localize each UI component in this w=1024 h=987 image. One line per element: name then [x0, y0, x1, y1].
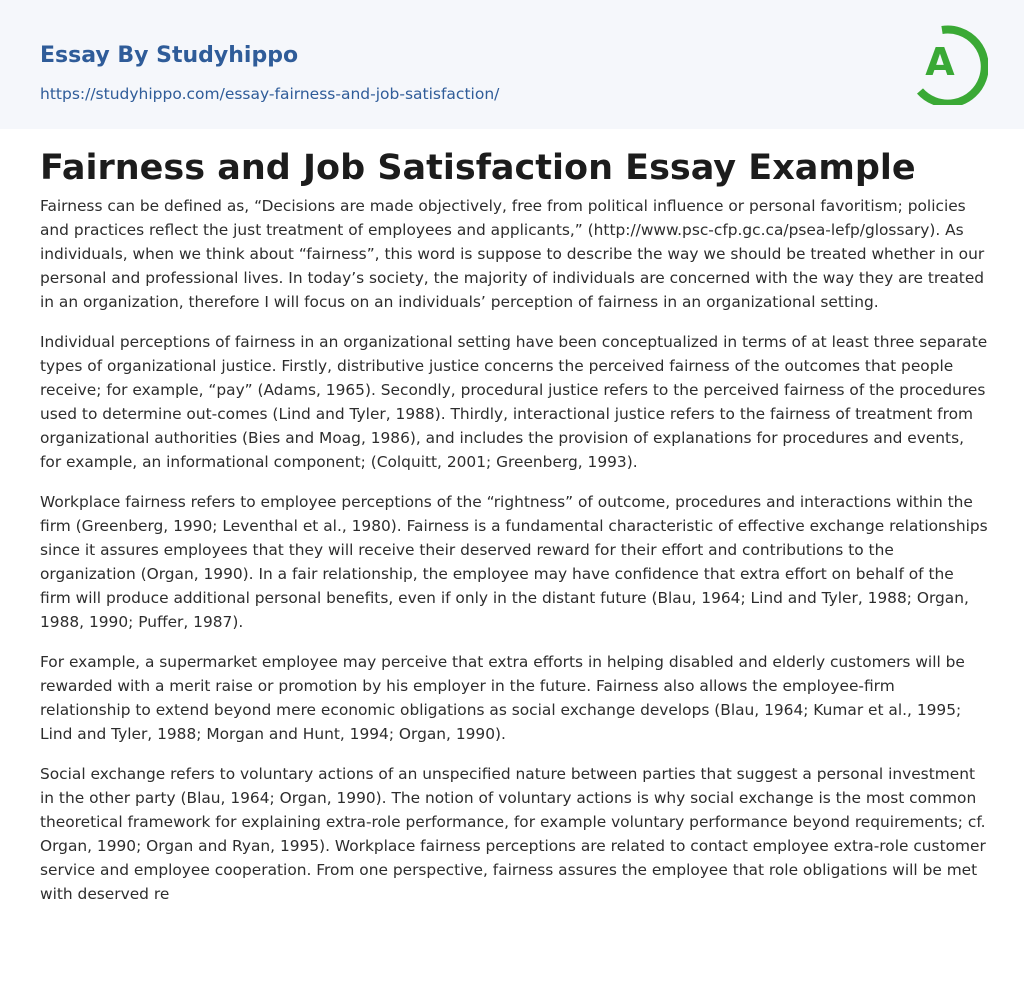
studyhippo-a-logo-icon[interactable]	[912, 19, 988, 105]
essay-paragraph: Workplace fairness refers to employee perceptions of the “rightness” of outcome, procedures and interactions within the firm (Greenberg, 1990; Leventhal et al., 1980). Fairness is a fundamental characteristic of effective exchange relationships since it assures employees that they will receive their deserved reward for their effort and contributions to the organization (Organ, 1990). In a fair relationship, the employee may have confidence that extra effort on behalf of the firm will produce additional personal benefits, even if only in the distant future (Blau, 1964; Lind and Tyler, 1988; Organ, 1988, 1990; Puffer, 1987).	[40, 493, 988, 631]
essay-paragraph: For example, a supermarket employee may perceive that extra efforts in helping disabled and elderly customers will be rewarded with a merit raise or promotion by his employer in the future. Fairness also allows the employee-firm relationship to extend beyond mere economic obligations as social exchange develops (Blau, 1964; Kumar et al., 1995; Lind and Tyler, 1988; Morgan and Hunt, 1994; Organ, 1990).	[40, 653, 965, 743]
site-header	[0, 0, 1024, 129]
essay-url-link[interactable]: https://studyhippo.com/essay-fairness-and-job-satisfaction/	[40, 85, 500, 103]
essay-body	[40, 194, 988, 922]
essay-paragraph: Fairness can be defined as, “Decisions are made objectively, free from political influence or personal favoritism; policies and practices reflect the just treatment of employees and applicants,” (http://www.psc-cfp.gc.ca/psea-lefp/glossary). As individuals, when we think about “fairness”, this word is suppose to describe the way we should be treated whether in our personal and professional lives. In today’s society, the majority of individuals are concerned with the way they are treated in an organization, therefore I will focus on an individuals’ perception of fairness in an organizational setting.	[40, 197, 985, 311]
logo-letter: A	[925, 40, 955, 84]
essay-paragraph: Individual perceptions of fairness in an organizational setting have been conceptualized in terms of at least three separate types of organizational justice. Firstly, distributive justice concerns the perceived fairness of the outcomes that people receive; for example, “pay” (Adams, 1965). Secondly, procedural justice refers to the perceived fairness of the procedures used to determine out-comes (Lind and Tyler, 1988). Thirdly, interactional justice refers to the fairness of treatment from organizational authorities (Bies and Moag, 1986), and includes the provision of explanations for procedures and events, for example, an informational component; (Colquitt, 2001; Greenberg, 1993).	[40, 333, 988, 471]
brand-title[interactable]: Essay By Studyhippo	[40, 43, 299, 68]
essay-title: Fairness and Job Satisfaction Essay Example	[40, 148, 916, 188]
essay-paragraph: Social exchange refers to voluntary actions of an unspecified nature between parties that suggest a personal investment in the other party (Blau, 1964; Organ, 1990). The notion of voluntary actions is why social exchange is the most common theoretical framework for explaining extra-role performance, for example voluntary performance beyond requirements; cf. Organ, 1990; Organ and Ryan, 1995). Workplace fairness perceptions are related to contact employee extra-role customer service and employee cooperation. From one perspective, fairness assures the employee that role obligations will be met with deserved re	[40, 765, 986, 903]
